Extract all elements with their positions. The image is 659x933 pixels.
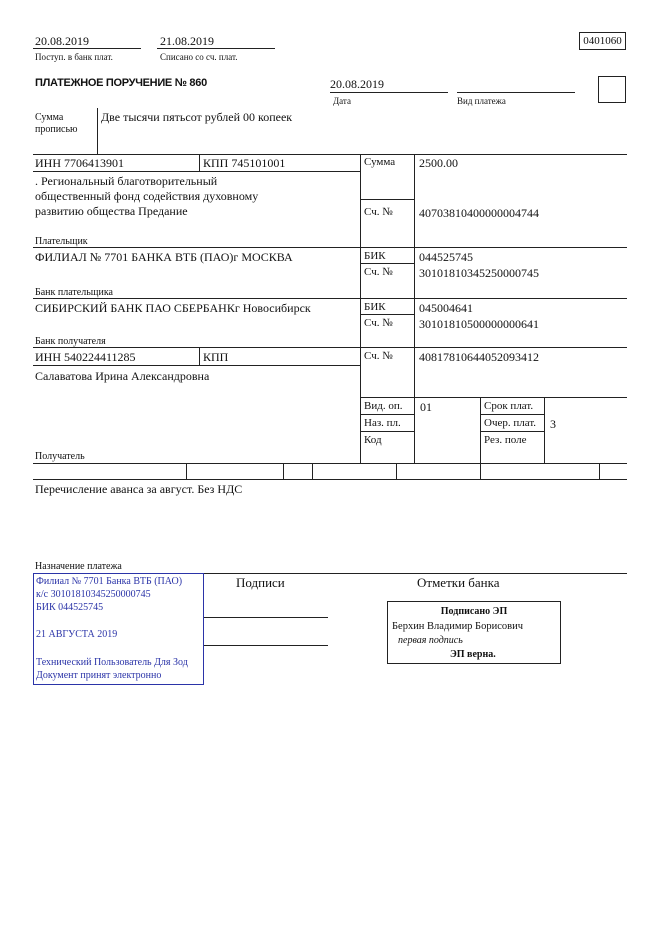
tax-vline-3 [312,463,313,479]
purpose-label: Назначение платежа [35,561,122,572]
kod-label: Код [364,434,382,446]
grid-line-bik1 [360,263,415,264]
payer-bank-name: ФИЛИАЛ № 7701 БАНКА ВТБ (ПАО)г МОСКВА [35,250,293,264]
payer-bank-bik-label: БИК [364,250,386,262]
payer-account: 40703810400000004744 [419,206,539,220]
signature-line-2 [204,645,328,646]
vid-op-value: 01 [420,400,432,414]
received-date-label: Поступ. в банк плат. [35,52,113,62]
naz-pl-label: Наз. пл. [364,417,401,429]
purpose-text: Перечисление аванса за август. Без НДС [35,482,243,496]
amount-words-label-1: Сумма [35,112,64,123]
grid-line-payee [33,463,627,464]
order-date-line [330,92,448,93]
debited-date-label: Списано со сч. плат. [160,52,238,62]
signatures-label: Подписи [236,575,285,590]
grid-line-payee-bank [33,347,627,348]
grid-vline-codes-1 [480,397,481,464]
ep-signer-name: Берхин Владимир Борисович [392,621,523,632]
debited-date-line [157,48,275,49]
payee-account-label: Сч. № [364,350,393,362]
stamp-line-2: к/с 30101810345250000745 [36,589,151,600]
received-date-line [33,48,141,49]
grid-vline-kpp-payer [199,154,200,172]
payee-bank-account-label: Сч. № [364,317,393,329]
payer-bank-account-label: Сч. № [364,266,393,278]
grid-line-bik2 [360,314,415,315]
payee-name: Салаватова Ирина Александровна [35,369,210,383]
payee-bank-bik: 045004641 [419,301,473,315]
page-title: ПЛАТЕЖНОЕ ПОРУЧЕНИЕ № 860 [35,77,207,89]
grid-vline-right [414,154,415,464]
amount-value: 2500.00 [419,156,458,170]
received-date: 20.08.2019 [35,34,89,48]
grid-line-amount [360,199,415,200]
stamp-line-3: БИК 044525745 [36,602,104,613]
order-date: 20.08.2019 [330,77,384,91]
bank-marks-label: Отметки банка [417,575,500,590]
payer-bank-account: 30101810345250000745 [419,266,539,280]
tax-vline-1 [186,463,187,479]
order-date-label: Дата [333,96,351,106]
payer-account-label: Сч. № [364,206,393,218]
grid-line-inn [33,171,360,172]
payment-type-label: Вид платежа [457,96,506,106]
grid-line-tax [33,479,627,480]
payee-account: 40817810644052093412 [419,350,539,364]
payer-label: Плательщик [35,236,88,247]
amount-label: Сумма [364,156,396,168]
srok-label: Срок плат. [484,400,534,412]
payer-name-2: общественный фонд содействия духовному [35,189,259,203]
ep-title: Подписано ЭП [440,606,508,617]
payee-kpp: КПП [203,350,229,364]
grid-line-vidop [360,414,415,415]
ep-signer-role: первая подпись [398,635,463,646]
grid-line-srok [480,414,544,415]
stamp-line-1: Филиал № 7701 Банка ВТБ (ПАО) [36,576,183,587]
tax-vline-6 [599,463,600,479]
payer-name-3: развитию общества Предание [35,204,188,218]
tax-vline-5 [480,463,481,479]
amount-words-value: Две тысячи пятьсот рублей 00 копеек [101,110,293,124]
grid-line-payee-inn [33,365,360,366]
grid-line-nazpl [360,431,415,432]
ep-verified: ЭП верна. [450,649,496,660]
amount-words-label-2: прописью [35,124,78,135]
signature-line-1 [204,617,328,618]
stamp-line-5: Технический Пользователь Для Зод [36,657,188,668]
payer-kpp: КПП 745101001 [203,156,286,170]
payee-label: Получатель [35,451,85,462]
grid-line-payer [33,247,627,248]
ocher-label: Очер. плат. [484,417,537,429]
payee-bank-account: 30101810500000000641 [419,317,539,331]
payer-bank-bik: 044525745 [419,250,473,264]
status-box [598,76,626,103]
payer-bank-label: Банк плательщика [35,287,113,298]
amount-words-divider [97,108,98,154]
payee-bank-label: Банк получателя [35,336,106,347]
debited-date: 21.08.2019 [160,34,214,48]
grid-line-ocher [480,431,544,432]
grid-line-account-end [360,397,627,398]
form-code: 0401060 [579,32,626,50]
payer-name-1: . Региональный благотворительный [35,174,218,188]
vid-op-label: Вид. оп. [364,400,403,412]
stamp-line-6: Документ принят электронно [36,670,162,681]
payee-inn: ИНН 540224411285 [35,350,136,364]
tax-vline-4 [396,463,397,479]
payer-inn: ИНН 7706413901 [35,156,124,170]
ocher-value: 3 [550,417,556,431]
grid-line-top [33,154,627,155]
payee-bank-bik-label: БИК [364,301,386,313]
stamp-date: 21 АВГУСТА 2019 [36,629,118,640]
tax-vline-2 [283,463,284,479]
grid-vline-kpp-payee [199,347,200,365]
payee-bank-name: СИБИРСКИЙ БАНК ПАО СБЕРБАНКг Новосибирск [35,301,311,315]
grid-vline-main [360,154,361,464]
grid-line-payer-bank [33,298,627,299]
rez-label: Рез. поле [484,434,527,446]
payment-type-line [457,92,575,93]
grid-vline-codes-2 [544,397,545,464]
